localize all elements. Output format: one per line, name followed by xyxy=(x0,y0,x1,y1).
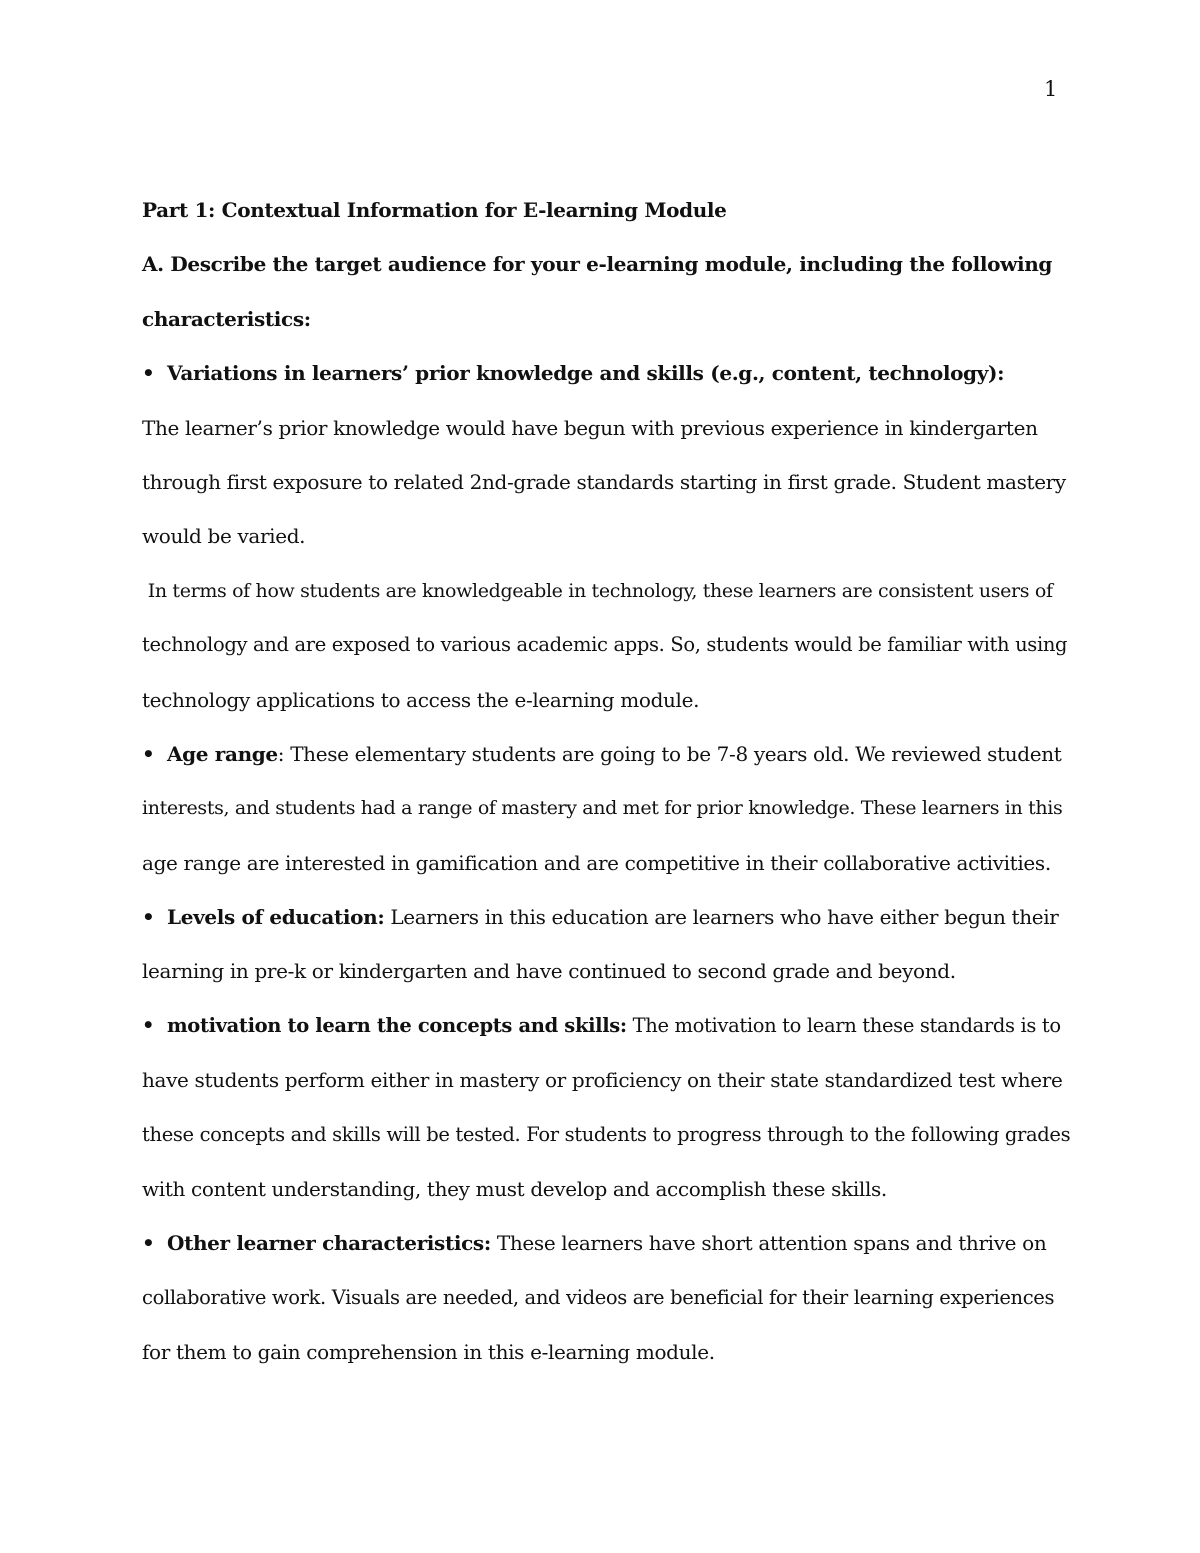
prior-knowledge-label: Variations in learners’ prior knowledge and skills (e.g., content, technology): xyxy=(167,361,1005,386)
paragraph-line: these concepts and skills will be tested. For students to progress through to the following grades xyxy=(142,1122,1071,1146)
bullet-icon: • xyxy=(142,905,155,930)
paragraph-line: The learner’s prior knowledge would have begun with previous experience in kindergarten xyxy=(142,415,1038,440)
paragraph-line: have students perform either in mastery or proficiency on their state standardized test where xyxy=(142,1068,1063,1093)
paragraph-line: technology applications to access the e-learning module. xyxy=(142,687,700,712)
bullet-icon: • xyxy=(142,361,155,386)
education-text: Learners in this education are learners who have either begun their xyxy=(384,905,1059,930)
section-heading: Part 1: Contextual Information for E-learning Module xyxy=(142,198,727,222)
paragraph-line: age range are interested in gamification and are competitive in their collaborative activities. xyxy=(142,850,1051,875)
paragraph-line: In terms of how students are knowledgeable in technology, these learners are consistent users of xyxy=(142,579,1053,602)
paragraph-line: learning in pre-k or kindergarten and have continued to second grade and beyond. xyxy=(142,959,956,984)
question-line-2: characteristics: xyxy=(142,306,311,331)
bullet-age-range xyxy=(142,727,1072,781)
bullet-other-characteristics xyxy=(142,1216,1072,1270)
motivation-text: The motivation to learn these standards is to xyxy=(626,1013,1061,1037)
paragraph-line: technology and are exposed to various academic apps. So, students would be familiar with using xyxy=(142,633,1068,657)
paragraph-line: would be varied. xyxy=(142,524,306,549)
bullet-icon: • xyxy=(142,1231,155,1256)
paragraph-line: collaborative work. Visuals are needed, and videos are beneficial for their learning experiences xyxy=(142,1285,1055,1309)
paragraph-line: for them to gain comprehension in this e-learning module. xyxy=(142,1340,715,1365)
bullet-prior-knowledge xyxy=(142,346,1072,400)
bullet-motivation xyxy=(142,999,1072,1053)
bullet-education xyxy=(142,890,1072,944)
motivation-label: motivation to learn the concepts and skills: xyxy=(167,1013,627,1037)
bullet-icon: • xyxy=(142,741,155,766)
bullet-icon: • xyxy=(142,1013,155,1037)
age-range-text: : These elementary students are going to be 7-8 years old. We reviewed student xyxy=(277,741,1062,766)
document-body xyxy=(142,183,1072,1380)
paragraph-line: interests, and students had a range of mastery and met for prior knowledge. These learners in this xyxy=(142,797,1063,820)
education-label: Levels of education: xyxy=(167,905,385,930)
question-line-1: A. Describe the target audience for your e-learning module, including the following xyxy=(142,252,1053,277)
page-number: 1 xyxy=(1044,77,1058,101)
paragraph-line: with content understanding, they must develop and accomplish these skills. xyxy=(142,1177,887,1202)
other-text: These learners have short attention spans and thrive on xyxy=(490,1231,1047,1256)
paragraph-line: through first exposure to related 2nd-grade standards starting in first grade. Student mastery xyxy=(142,469,1066,494)
age-range-label: Age range xyxy=(167,741,278,766)
other-label: Other learner characteristics: xyxy=(167,1231,491,1256)
